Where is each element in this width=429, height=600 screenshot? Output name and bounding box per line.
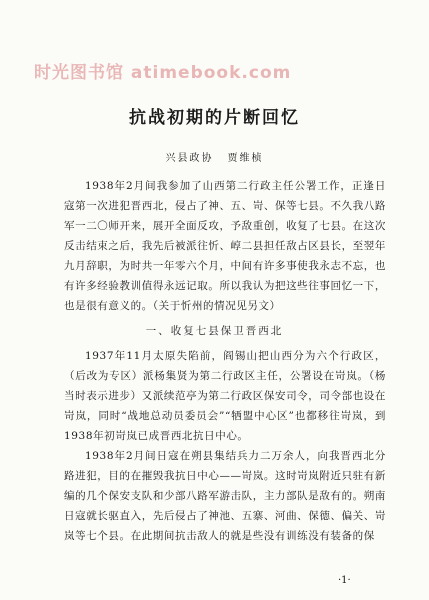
- section-body: [64, 346, 386, 546]
- author-org: 兴县政协: [165, 153, 214, 164]
- section-heading: 一、收复七县保卫晋西北: [145, 325, 284, 337]
- paragraph: 1938年2月间我参加了山西第二行政主任公署工作，正逢日寇第一次进犯晋西北，侵占了神、五、岢、保等七县。不久我八路军一二〇师开来，展开全面反攻，予敌重创，收复了七县。在这次反击结束之后，我先后被派往忻、崞二县担任敌占区县长，至翌年九月辞职，为时共一年零六个月，中间有许多事使我永志不忘，也有许多经验教训值得永远记取。所以我认为把这些往事回忆一下，也是很有意义的。（关于忻州的情况见另文）: [64, 180, 386, 312]
- paragraph: 1937年11月太原失陷前，阎锡山把山西分为六个行政区，（后改为专区）派杨集贤为第二行政区主任，公署设在岢岚。（杨当时表示进步）又派续范亭为第二行政区保安司令，司令部也设在岢岚，同时“战地总动员委员会”“牺盟中心区”也都移往岢岚，到1938年初岢岚已成晋西北抗日中心。: [64, 350, 386, 442]
- author-name: 贾维桢: [227, 153, 264, 164]
- page-number: ·1·: [338, 575, 351, 586]
- page-title: 抗战初期的片断回忆: [129, 108, 300, 128]
- paragraph: 1938年2月间日寇在朔县集结兵力二万余人，向我晋西北分路进犯，目的在摧毁我抗日中心——岢岚。这时岢岚附近只驻有新编的几个保安支队和少部八路军游击队，主力部队是敌有的。朔南日寇就长驱直入，先后侵占了神池、五寨、河曲、保德、偏关、岢岚等七个县。在此期间抗击敌人的就是些没有训练没有装备的保: [64, 450, 386, 542]
- watermark: 时光图书馆 atimebook.com: [34, 63, 292, 83]
- byline: [0, 149, 429, 164]
- intro-section: [64, 176, 386, 316]
